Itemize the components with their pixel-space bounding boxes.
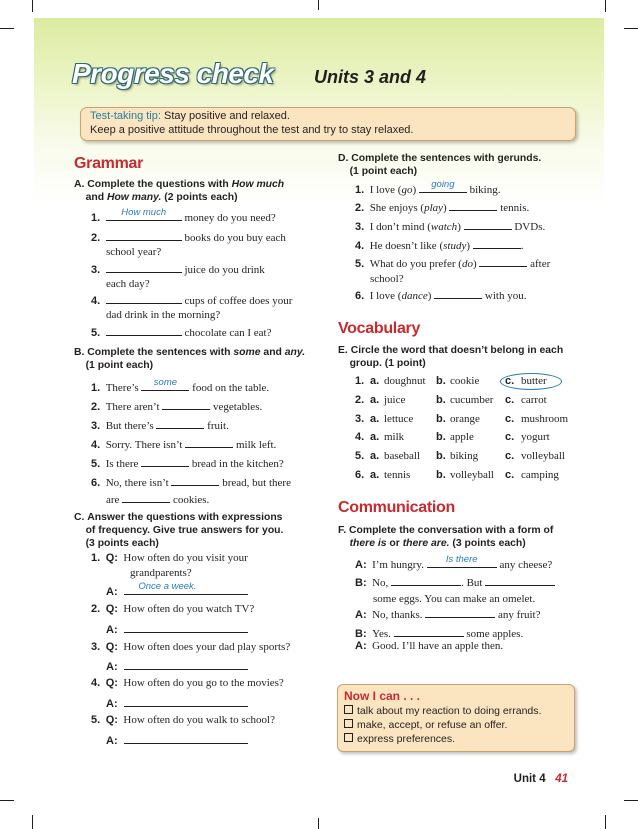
exercise-d-item: 3. I don’t mind (watch) DVDs.	[355, 218, 545, 234]
answer-line[interactable]	[124, 658, 248, 670]
unit-label: Unit 4	[513, 773, 546, 785]
checklist-item: express preferences.	[344, 733, 455, 745]
option-a[interactable]: lettuce	[384, 412, 414, 425]
option-a[interactable]: juice	[384, 393, 406, 406]
conversation-line: A: Good. I’ll have an apple then.	[355, 640, 504, 652]
answer-blank[interactable]	[106, 261, 182, 273]
row-number: 1.	[355, 375, 365, 387]
answer-blank[interactable]	[464, 218, 512, 230]
exercise-a-item: 1. How much money do you need?	[91, 207, 276, 224]
checkbox-icon[interactable]	[344, 705, 353, 714]
now-i-can-box	[337, 684, 575, 752]
exercise-b-item: 4. Sorry. There isn’t milk left.	[91, 436, 276, 452]
answer-blank[interactable]	[419, 181, 467, 193]
crop-mark	[0, 800, 14, 801]
answer-blank[interactable]	[449, 199, 497, 211]
exercise-b-item: 5. Is there bread in the kitchen?	[91, 455, 284, 471]
exercise-d-item: 1. I love (go) going biking.	[355, 179, 501, 196]
answer-blank[interactable]	[141, 455, 189, 467]
checkbox-icon[interactable]	[344, 733, 353, 742]
exercise-b-item: 3. But there’s fruit.	[91, 417, 229, 433]
exercise-b-instructions: B. Complete the sentences with some and any. (1 point each)	[74, 347, 306, 371]
tip-box	[80, 107, 576, 141]
exercise-c-item: 1. Q: How often do you visit your grandparents?	[91, 552, 248, 579]
answer-blank[interactable]	[156, 417, 204, 429]
option-letter: c.	[505, 393, 515, 406]
answer-line[interactable]	[124, 621, 248, 633]
option-b[interactable]: volleyball	[450, 469, 494, 481]
answer-circle	[500, 373, 562, 390]
exercise-d-item: 4. He doesn’t like (study) .	[355, 237, 524, 253]
answer-blank[interactable]	[479, 255, 527, 267]
option-c[interactable]: camping	[521, 469, 559, 481]
exercise-a-item: 5. chocolate can I eat?	[91, 324, 271, 340]
option-letter: c.	[505, 375, 515, 387]
row-number: 3.	[355, 412, 365, 425]
option-a[interactable]: doughnut	[384, 375, 426, 387]
crop-mark	[318, 818, 319, 829]
option-c[interactable]: volleyball	[521, 450, 565, 463]
exercise-f-instructions: F. Complete the conversation with a form of there is or there are. (3 points each)	[338, 525, 554, 549]
option-b[interactable]: apple	[450, 431, 474, 444]
option-b[interactable]: biking	[450, 450, 479, 463]
answer-blank[interactable]	[185, 436, 233, 448]
option-letter: a.	[370, 431, 380, 444]
crop-mark	[32, 0, 33, 12]
option-c[interactable]: butter	[521, 375, 547, 387]
exercise-a-item: 2. books do you buy each school year?	[91, 229, 286, 259]
row-number: 4.	[355, 431, 365, 444]
crop-mark	[624, 800, 638, 801]
answer-blank[interactable]	[473, 237, 521, 249]
crop-mark	[32, 815, 33, 829]
answer-blank[interactable]	[106, 209, 182, 221]
row-number: 5.	[355, 450, 365, 463]
now-i-can-title: Now I can . . .	[344, 689, 421, 703]
exercise-a-instructions: A. Complete the questions with How much and How many. (2 points each)	[74, 179, 285, 203]
tip-text: Stay positive and relaxed.	[163, 110, 290, 122]
crop-mark	[318, 0, 319, 10]
answer-line[interactable]	[124, 732, 248, 744]
answer-blank[interactable]	[141, 379, 189, 391]
tip-label: Test-taking tip:	[90, 110, 161, 122]
crop-mark	[624, 28, 638, 29]
row-number: 2.	[355, 393, 365, 406]
exercise-c-item: 2. Q: How often do you watch TV?	[91, 603, 255, 615]
option-c[interactable]: mushroom	[521, 412, 569, 425]
page-title: Progress check	[72, 58, 274, 89]
units-subtitle: Units 3 and 4	[314, 67, 427, 87]
exercise-d-item: 6. I love (dance) with you.	[355, 287, 526, 303]
exercise-d-instructions: D. Complete the sentences with gerunds. (1 point each)	[338, 153, 542, 177]
crop-mark	[605, 0, 606, 12]
option-letter: a.	[370, 375, 380, 387]
exercise-c-answer: A: Once a week.	[106, 583, 248, 599]
handwritten-answer: some	[153, 377, 178, 388]
exercise-a-item: 4. cups of coffee does your dad drink in the morning?	[91, 292, 292, 322]
option-a[interactable]: tennis	[384, 469, 411, 481]
answer-blank[interactable]	[171, 474, 219, 486]
answer-blank[interactable]	[425, 606, 495, 618]
answer-blank[interactable]	[106, 229, 182, 241]
option-b[interactable]: cucumber	[450, 393, 494, 406]
option-letter: b.	[436, 431, 446, 444]
checkbox-icon[interactable]	[344, 719, 353, 728]
handwritten-answer: How much	[121, 207, 167, 218]
option-letter: c.	[505, 412, 515, 425]
answer-blank[interactable]	[391, 574, 461, 586]
option-a[interactable]: milk	[384, 431, 405, 444]
answer-line[interactable]	[124, 695, 248, 707]
page-footer	[514, 773, 568, 785]
exercise-a-item: 3. juice do you drink each day?	[91, 261, 265, 291]
vocabulary-heading: Vocabulary	[338, 320, 421, 337]
option-c[interactable]: yogurt	[521, 431, 550, 444]
conversation-line: A: I’m hungry. Is there any cheese?	[355, 554, 553, 571]
row-number: 6.	[355, 469, 365, 481]
option-c[interactable]: carrot	[521, 393, 547, 406]
handwritten-answer: Is there	[445, 554, 478, 565]
option-letter: b.	[436, 393, 446, 406]
exercise-c-instructions: C. Answer the questions with expressions of frequency. Give true answers for you. (3 points each)	[74, 512, 284, 549]
conversation-line: B: Yes. some apples.	[355, 625, 523, 641]
option-letter: c.	[505, 431, 515, 444]
option-letter: c.	[505, 469, 515, 481]
exercise-b-item: 1. There’s some food on the table.	[91, 377, 270, 394]
exercise-c-answer: A:	[106, 732, 248, 748]
answer-blank[interactable]	[122, 491, 170, 503]
exercise-c-item: 3. Q: How often does your dad play sports?	[91, 641, 291, 653]
answer-blank[interactable]	[162, 398, 210, 410]
exercise-c-item: 4. Q: How often do you go to the movies?	[91, 677, 284, 689]
answer-blank[interactable]	[427, 556, 497, 568]
answer-blank[interactable]	[106, 324, 182, 336]
option-letter: b.	[436, 375, 446, 387]
communication-heading: Communication	[338, 499, 455, 516]
answer-line[interactable]	[124, 583, 248, 595]
option-letter: a.	[370, 412, 380, 425]
option-letter: a.	[370, 450, 380, 463]
exercise-c-answer: A:	[106, 658, 248, 674]
exercise-e-instructions: E. Circle the word that doesn’t belong in each group. (1 point)	[338, 345, 564, 369]
option-letter: a.	[370, 469, 380, 481]
page-number: 41	[555, 773, 568, 785]
option-letter: c.	[505, 450, 515, 463]
crop-mark	[0, 28, 14, 29]
option-letter: a.	[370, 393, 380, 406]
conversation-line: B: No, . But some eggs. You can make an omelet.	[355, 574, 555, 607]
crop-mark	[605, 815, 606, 829]
exercise-c-item: 5. Q: How often do you walk to school?	[91, 714, 275, 726]
handwritten-answer: going	[431, 179, 455, 190]
option-a[interactable]: baseball	[384, 450, 421, 463]
exercise-b-item: 2. There aren’t vegetables.	[91, 398, 262, 414]
checklist-item: talk about my reaction to doing errands.	[344, 705, 541, 717]
exercise-d-item: 5. What do you prefer (do) after school?	[355, 255, 550, 287]
handwritten-answer: Once a week.	[138, 581, 197, 592]
option-letter: b.	[436, 450, 446, 463]
option-b[interactable]: orange	[450, 412, 480, 425]
grammar-heading: Grammar	[74, 155, 144, 172]
tip-text-line2: Keep a positive attitude throughout the test and try to stay relaxed.	[90, 124, 414, 136]
option-letter: b.	[436, 469, 446, 481]
answer-blank[interactable]	[485, 574, 555, 586]
option-b[interactable]: cookie	[450, 375, 480, 387]
exercise-b-item: 6. No, there isn’t bread, but there are cookies.	[91, 474, 291, 508]
answer-blank[interactable]	[394, 625, 464, 637]
exercise-c-answer: A:	[106, 621, 248, 637]
exercise-d-item: 2. She enjoys (play) tennis.	[355, 199, 529, 215]
answer-blank[interactable]	[434, 287, 482, 299]
exercise-c-answer: A:	[106, 695, 248, 711]
option-letter: b.	[436, 412, 446, 425]
checklist-item: make, accept, or refuse an offer.	[344, 719, 507, 731]
conversation-line: A: No, thanks. any fruit?	[355, 606, 540, 622]
answer-blank[interactable]	[106, 292, 182, 304]
